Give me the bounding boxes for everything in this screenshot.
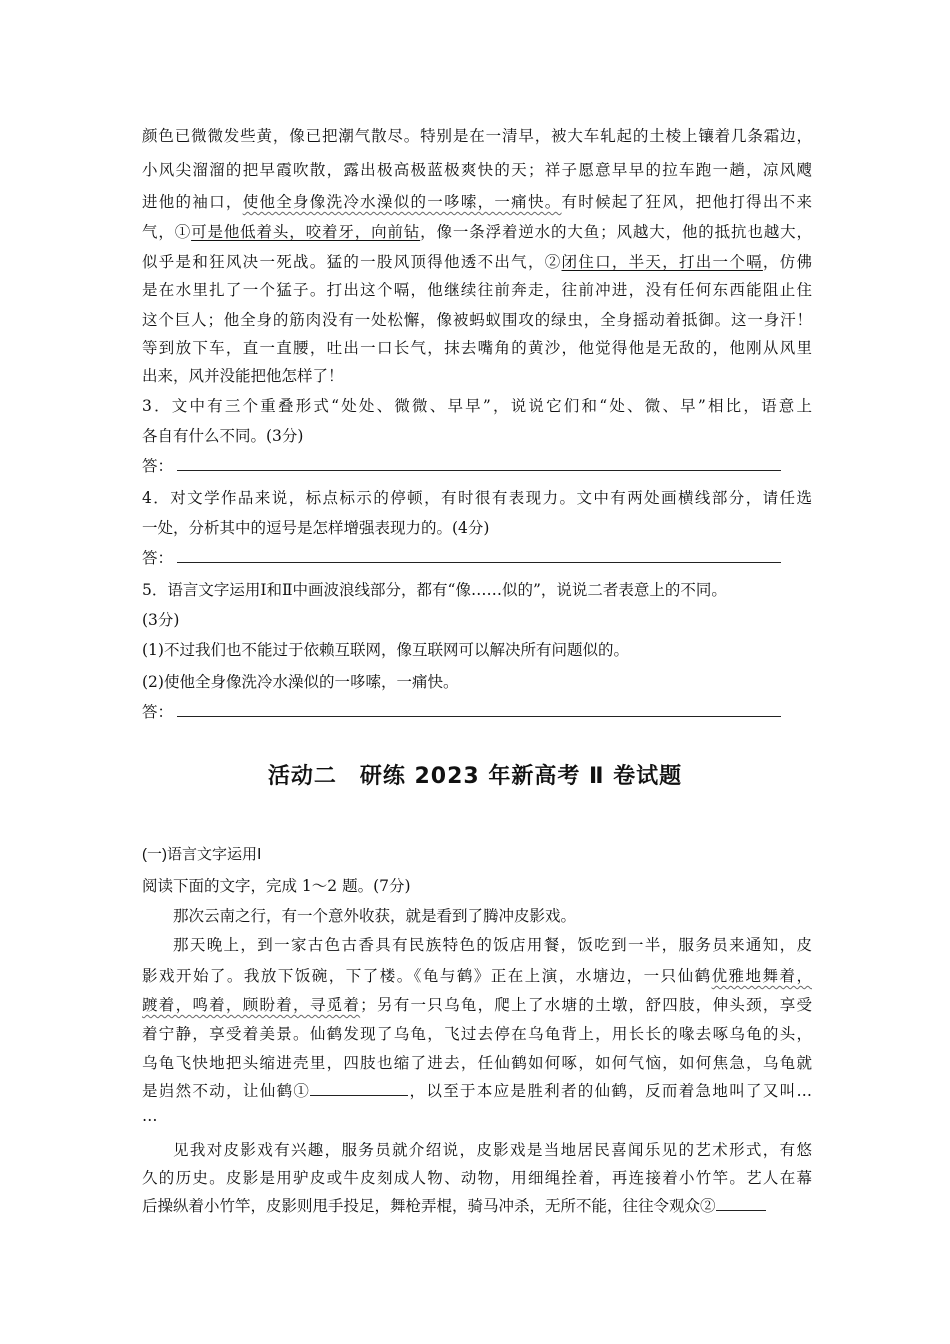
question-3: 3．文中有三个重叠形式“处处、微微、早早”，说说它们和“处、微、早”相比，语意上 xyxy=(142,397,812,415)
question-4: 一处，分析其中的逗号是怎样增强表现力的。(4分) xyxy=(142,519,490,537)
passage-line: 影戏开始了。我放下饭碗，下了楼。《龟与鹤》正在上演，水塘边，一只仙鹤优雅地舞着， xyxy=(142,967,812,985)
wavy-underlined-phrase: 优雅地舞着， xyxy=(711,967,812,985)
passage-line: 久的历史。皮影是用驴皮或牛皮刻成人物、动物，用细绳拴着，再连接着小竹竿。艺人在幕 xyxy=(142,1169,812,1187)
fill-in-blank-2[interactable] xyxy=(716,1196,766,1211)
section-title: 活动二 研练 2023 年新高考 Ⅱ 卷试题 xyxy=(267,764,683,789)
question-5: (3分) xyxy=(142,611,180,629)
passage-line: 乌龟飞快地把头缩进壳里，四肢也缩了进去，任仙鹤如何啄，如何气恼，如何焦急，乌龟就 xyxy=(142,1054,812,1072)
passage-line: 那天晚上，到一家古色古香具有民族特色的饭店用餐，饭吃到一半，服务员来通知，皮 xyxy=(173,936,812,954)
passage-line: 进他的袖口，使他全身像洗冷水澡似的一哆嗦，一痛快。有时候起了狂风，把他打得出不来 xyxy=(142,193,812,211)
instruction: 阅读下面的文字，完成 1～2 题。(7分) xyxy=(142,877,411,895)
question-5-item-1: (1)不过我们也不能过于依赖互联网，像互联网可以解决所有问题似的。 xyxy=(142,641,629,659)
question-5-item-2: (2)使他全身像洗冷水澡似的一哆嗦，一痛快。 xyxy=(142,673,459,691)
passage-line: 颜色已微微发些黄，像已把潮气散尽。特别是在一清早，被大车轧起的土棱上镶着几条霜边， xyxy=(142,127,812,145)
passage-line: 那次云南之行，有一个意外收获，就是看到了腾冲皮影戏。 xyxy=(173,907,577,925)
wavy-underlined-phrase: 踱着，鸣着，顾盼着，寻觅着 xyxy=(142,996,361,1014)
passage-line: 是在水里扎了一个猛子。打出这个嗝，他继续往前奔走，往前冲进，没有任何东西能阻止住 xyxy=(142,281,812,299)
passage-line: 后操纵着小竹竿，皮影则甩手投足，舞枪弄棍，骑马冲杀，无所不能，往往令观众② xyxy=(142,1196,812,1216)
passage-line: 踱着，鸣着，顾盼着，寻觅着；另有一只乌龟，爬上了水塘的土墩，舒四肢，伸头颈，享受 xyxy=(142,996,812,1014)
passage-line: 这个巨人；他全身的筋肉没有一处松懈，像被蚂蚁围攻的绿虫，全身摇动着抵御。这一身汗！ xyxy=(142,311,812,329)
subsection-heading: (一)语言文字运用Ⅰ xyxy=(142,846,262,863)
passage-line: 气，①可是他低着头，咬着牙，向前钻，像一条浮着逆水的大鱼；风越大，他的抵抗也越大， xyxy=(142,223,812,241)
passage-line: 见我对皮影戏有兴趣，服务员就介绍说，皮影戏是当地居民喜闻乐见的艺术形式，有悠 xyxy=(173,1141,812,1159)
underlined-phrase-1: 可是他低着头，咬着牙，向前钻 xyxy=(191,223,421,241)
underlined-phrase-2: 闭住口，半天，打出一个嗝 xyxy=(561,253,763,271)
passage-line: 是岿然不动，让仙鹤① ，以至于本应是胜利者的仙鹤，反而着急地叫了又叫… xyxy=(142,1082,812,1100)
passage-line: 小风尖溜溜的把早霞吹散，露出极高极蓝极爽快的天；祥子愿意早早的拉车跑一趟，凉风飕 xyxy=(142,161,812,179)
answer-line-q5[interactable]: 答： xyxy=(142,702,781,722)
answer-line-q4[interactable]: 答： xyxy=(142,548,781,568)
passage-line: 等到放下车，直一直腰，吐出一口长气，抹去嘴角的黄沙，他觉得他是无敌的，他刚从风里 xyxy=(142,339,812,357)
question-4: 4．对文学作品来说，标点标示的停顿，有时很有表现力。文中有两处画横线部分，请任选 xyxy=(142,489,812,507)
passage-line: 似乎是和狂风决一死战。猛的一股风顶得他透不出气，②闭住口，半天，打出一个嗝，仿佛 xyxy=(142,253,812,271)
question-5: 5．语言文字运用Ⅰ和Ⅱ中画波浪线部分，都有“像……似的”，说说二者表意上的不同。 xyxy=(142,581,727,599)
passage-line: … xyxy=(142,1107,158,1125)
answer-line-q3[interactable]: 答： xyxy=(142,456,781,476)
question-3: 各自有什么不同。(3分) xyxy=(142,427,304,445)
fill-in-blank-1[interactable] xyxy=(310,1081,408,1096)
passage-line: 出来，风并没能把他怎样了！ xyxy=(142,367,344,385)
passage-line: 着宁静，享受着美景。仙鹤发现了乌龟，飞过去停在乌龟背上，用长长的喙去啄乌龟的头， xyxy=(142,1025,812,1043)
wavy-underlined-phrase: 使他全身像洗冷水澡似的一哆嗦，一痛快。 xyxy=(242,193,562,211)
